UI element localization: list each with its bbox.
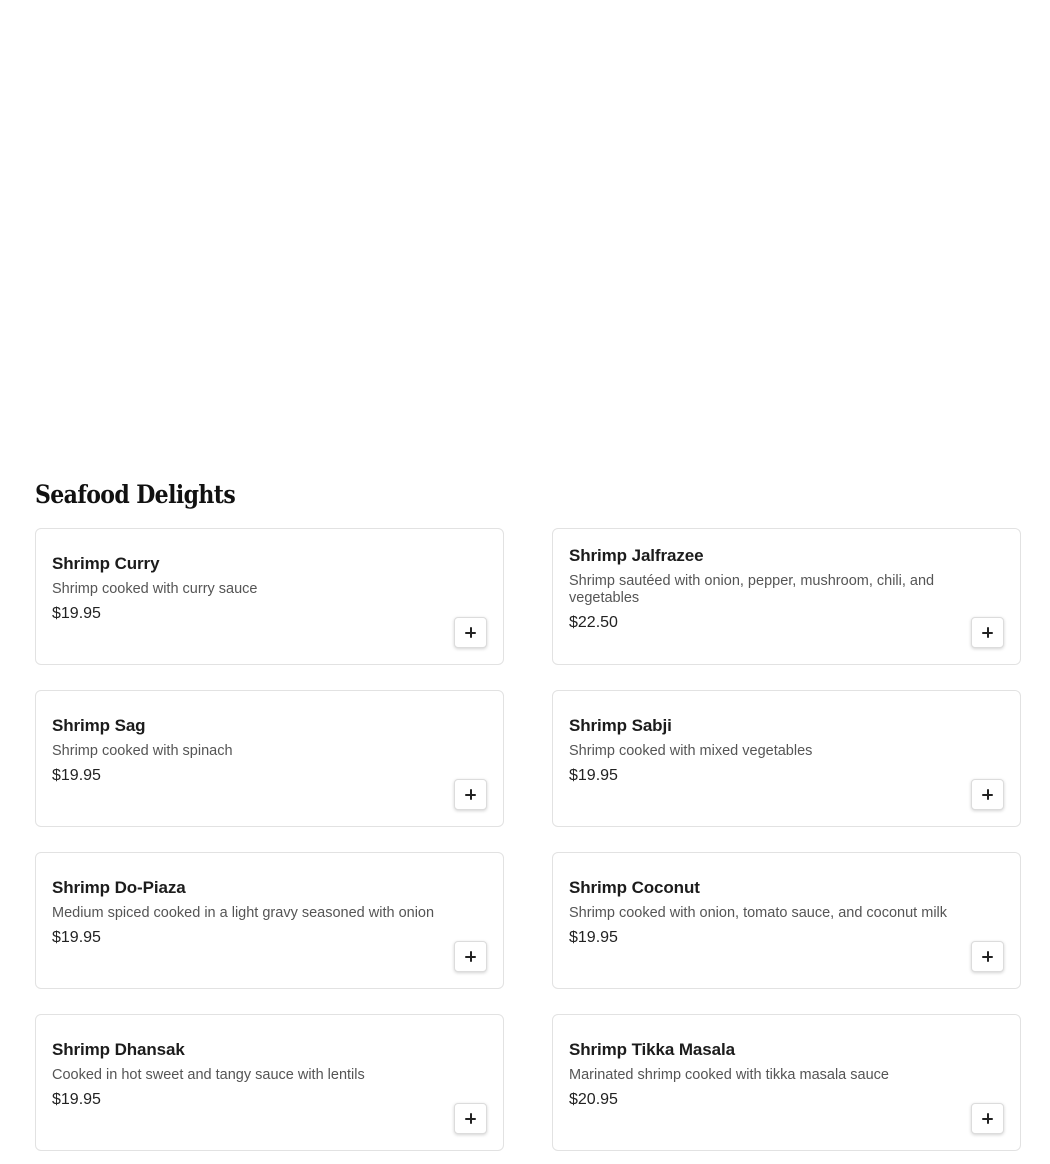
- menu-item-card[interactable]: [552, 528, 1021, 665]
- item-description: Cooked in hot sweet and tangy sauce with lentils: [52, 1067, 365, 1083]
- item-price: $19.95: [52, 605, 101, 622]
- add-item-button[interactable]: [971, 941, 1004, 972]
- menu-item-card[interactable]: [552, 1014, 1021, 1151]
- item-description: Shrimp cooked with mixed vegetables: [569, 743, 813, 759]
- item-name: Shrimp Sabji: [569, 716, 672, 735]
- item-name: Shrimp Curry: [52, 554, 160, 573]
- add-item-button[interactable]: [971, 617, 1004, 648]
- add-item-button[interactable]: [454, 941, 487, 972]
- add-item-button[interactable]: [971, 1103, 1004, 1134]
- item-price: $19.95: [52, 929, 101, 946]
- plus-icon: [982, 627, 993, 638]
- plus-icon: [982, 789, 993, 800]
- section-title: Seafood Delights: [35, 480, 236, 510]
- menu-item-card[interactable]: [35, 528, 504, 665]
- menu-item-card[interactable]: [35, 690, 504, 827]
- plus-icon: [465, 627, 476, 638]
- menu-item-card[interactable]: [35, 1014, 504, 1151]
- add-item-button[interactable]: [454, 1103, 487, 1134]
- item-price: $19.95: [569, 929, 618, 946]
- item-name: Shrimp Tikka Masala: [569, 1040, 735, 1059]
- menu-items-grid: [35, 528, 1021, 1151]
- item-name: Shrimp Dhansak: [52, 1040, 185, 1059]
- item-description: Shrimp sautéed with onion, pepper, mushroom, chili, and vegetables: [569, 572, 935, 606]
- item-price: $20.95: [569, 1091, 618, 1108]
- item-name: Shrimp Do-Piaza: [52, 878, 186, 897]
- item-description: Shrimp cooked with spinach: [52, 743, 233, 759]
- item-description: Medium spiced cooked in a light gravy seasoned with onion: [52, 905, 435, 921]
- add-item-button[interactable]: [454, 779, 487, 810]
- plus-icon: [465, 951, 476, 962]
- add-item-button[interactable]: [454, 617, 487, 648]
- item-price: $19.95: [569, 767, 618, 784]
- plus-icon: [465, 789, 476, 800]
- plus-icon: [982, 1113, 993, 1124]
- item-description: Shrimp cooked with curry sauce: [52, 581, 258, 597]
- item-description: Shrimp cooked with onion, tomato sauce, and coconut milk: [569, 905, 948, 921]
- plus-icon: [982, 951, 993, 962]
- menu-item-card[interactable]: [552, 690, 1021, 827]
- menu-item-card[interactable]: [552, 852, 1021, 989]
- item-name: Shrimp Coconut: [569, 878, 700, 897]
- item-description: Marinated shrimp cooked with tikka masala sauce: [569, 1067, 889, 1083]
- add-item-button[interactable]: [971, 779, 1004, 810]
- item-name: Shrimp Jalfrazee: [569, 545, 704, 565]
- menu-item-card[interactable]: [35, 852, 504, 989]
- item-price: $19.95: [52, 767, 101, 784]
- plus-icon: [465, 1113, 476, 1124]
- item-name: Shrimp Sag: [52, 716, 146, 735]
- item-price: $19.95: [52, 1091, 101, 1108]
- item-price: $22.50: [569, 613, 618, 631]
